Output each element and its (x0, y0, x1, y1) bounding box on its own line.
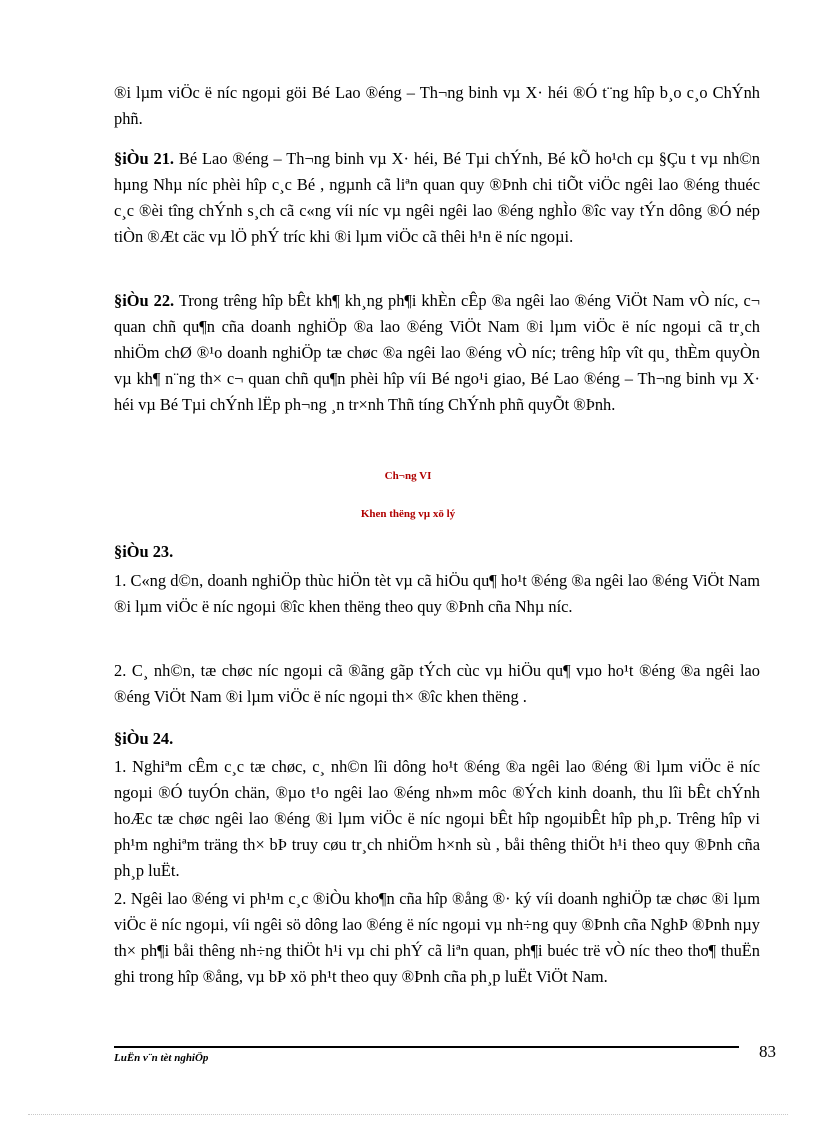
footer-divider (114, 1046, 739, 1048)
article-24-heading: §iÒu 24. (114, 729, 174, 748)
article-21-label: §iÒu 21. (114, 149, 175, 168)
paragraph-continuation: ®i lµm viÖc ë níc ngoµi göi Bé Lao ®éng – Th¬ng binh vµ X· héi ®Ó t¨ng hîp b¸o c¸o ChÝnh phñ. (114, 83, 760, 128)
article-21 (114, 146, 760, 250)
page-edge-divider (28, 1114, 788, 1115)
footer-label: LuËn v¨n tèt nghiÖp (114, 1052, 209, 1064)
article-22 (114, 288, 760, 418)
page-number: 83 (759, 1042, 776, 1061)
article-23-clause-2: 2. C¸ nh©n, tæ chøc níc ngoµi cã ®ãng gãp tÝch cùc vµ hiÖu qu¶ vµo ho¹t ®éng ®a ngêi lao ®éng ViÖt Nam ®i lµm viÖc ë níc ngoµi th× ®îc khen thëng . (114, 661, 760, 706)
article-22-label: §iÒu 22. (114, 291, 175, 310)
article-23-clause-1: 1. C«ng d©n, doanh nghiÖp thùc hiÖn tèt vµ cã hiÖu qu¶ ho¹t ®éng ®a ngêi lao ®éng ViÖt Nam ®i lµm viÖc ë níc ngoµi ®îc khen thëng theo quy ®Þnh cña Nhµ níc. (114, 571, 760, 616)
article-24-clause-2: 2. Ngêi lao ®éng vi ph¹m c¸c ®iÒu kho¶n cña hîp ®ång ®· ký víi doanh nghiÖp tæ chøc ®i lµm viÖc ë níc ngoµi, víi ngêi sö dông lao ®éng ë níc ngoµi vµ nh÷ng quy ®Þnh cña NghÞ ®Þnh nµy th× ph¶i båi thêng nh÷ng thiÖt h¹i vµ chi phÝ cã liªn quan, ph¶i buéc trë vÒ níc theo tho¶ thuËn ghi trong hîp ®ång, vµ bÞ xö ph¹t theo quy ®Þnh cña ph¸p luËt ViÖt Nam. (114, 889, 760, 986)
article-23-heading: §iÒu 23. (114, 542, 174, 561)
article-22-text: Trong trêng hîp bÊt kh¶ kh¸ng ph¶i khÈn cÊp ®a ngêi lao ®éng ViÖt Nam vÒ níc, c¬ quan chñ qu¶n cña doanh nghiÖp ®a lao ®éng ViÖt Nam ®i lµm viÖc ë níc ngoµi cã tr¸ch nhiÖm chØ ®¹o doanh nghiÖp tæ chøc ®a ngêi lao ®éng vÒ níc; trêng hîp vît qu¸ thÈm quyÒn vµ kh¶ n¨ng th× c¬ quan chñ qu¶n phèi hîp víi Bé ngo¹i giao, Bé Lao ®éng – Th¬ng binh vµ X· héi vµ Bé Tµi chÝnh lËp ph¬ng ¸n tr×nh Thñ tíng ChÝnh phñ quyÕt ®Þnh. (114, 291, 760, 414)
article-24-clause-1: 1. Nghiªm cÊm c¸c tæ chøc, c¸ nh©n lîi dông ho¹t ®éng ®a ngêi lao ®éng ®i lµm viÖc ë níc ngoµi ®Ó tuyÓn chän, ®µo t¹o ngêi lao ®éng nh»m môc ®Ých kinh doanh, thu lîi bÊt chÝnh hoÆc tæ chøc ngêi lao ®éng ®i lµm viÖc ë níc ngoµi bÊt hîp ngoµibÊt hîp ph¸p. Trêng hîp vi ph¹m nghiªm träng th× bÞ truy cøu tr¸ch nhiÖm h×nh sù , båi thêng thiÖt h¹i theo quy ®Þnh cña ph¸p luËt. (114, 757, 760, 880)
chapter-subtitle: Khen thëng vµ xö lý (360, 508, 456, 520)
chapter-title: Ch¬ng VI (384, 470, 432, 482)
article-21-text: Bé Lao ®éng – Th¬ng binh vµ X· héi, Bé Tµi chÝnh, Bé kÕ ho¹ch cµ §Çu t vµ nh©n hµng Nhµ níc phèi hîp c¸c Bé , ngµnh cã liªn quan quy ®Þnh chi tiÕt viÖc ngêi lao ®éng thuéc c¸c ®èi tîng chÝnh s¸ch cã c«ng víi níc vµ ngêi ngêi lao ®éng nghÌo ®îc vay tÝn dông ®Ó nép tiÒn ®Æt cäc vµ lÖ phÝ tríc khi ®i lµm viÖc cã thêi h¹n ë níc ngoµi. (114, 149, 760, 246)
